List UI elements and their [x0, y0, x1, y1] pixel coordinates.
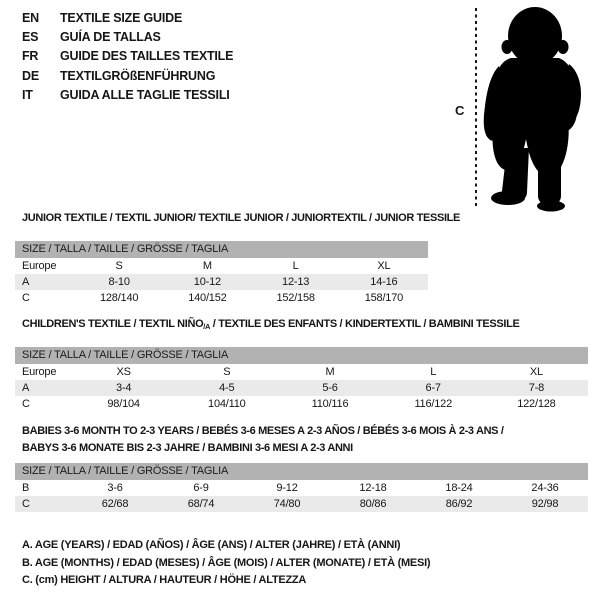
- size-header-bar: SIZE / TALLA / TAILLE / GRÖSSE / TAGLIA: [15, 347, 588, 364]
- language-code: IT: [22, 87, 33, 102]
- table-row: [15, 396, 588, 412]
- size-header-bar: SIZE / TALLA / TAILLE / GRÖSSE / TAGLIA: [15, 463, 588, 480]
- language-title: GUÍA DE TALLAS: [60, 30, 161, 45]
- row-label: Europe: [22, 366, 57, 378]
- height-cell: 122/128: [517, 398, 556, 410]
- babies-title-line1: BABIES 3-6 MONTH TO 2-3 YEARS / BEBÉS 3-6 MESES A 2-3 AÑOS / BÉBÉS 3-6 MOIS À 2-3 ANS /: [22, 425, 504, 437]
- age-cell: 9-12: [276, 482, 298, 494]
- height-cell: 68/74: [187, 498, 215, 510]
- height-cell: 86/92: [445, 498, 473, 510]
- height-measure-figure: [445, 0, 600, 215]
- table-row: [15, 496, 588, 512]
- age-cell: 12-13: [282, 276, 310, 288]
- height-cell: 74/80: [273, 498, 301, 510]
- language-row-en: [22, 9, 233, 28]
- row-label: A: [22, 382, 30, 394]
- babies-table-title: [22, 423, 504, 457]
- language-code: DE: [22, 68, 39, 83]
- children-title-prefix: CHILDREN'S TEXTILE / TEXTIL NIÑO: [22, 318, 204, 330]
- age-cell: 7-8: [528, 382, 545, 394]
- language-row-fr: [22, 47, 233, 66]
- height-cell: 62/68: [101, 498, 129, 510]
- language-row-es: [22, 28, 233, 47]
- measure-legend: [22, 537, 430, 590]
- size-cell: XS: [116, 366, 131, 378]
- language-code: ES: [22, 30, 39, 45]
- table-row: [15, 480, 588, 496]
- children-title-subscript: /A: [203, 322, 211, 331]
- junior-size-table: [15, 241, 428, 306]
- row-label: Europe: [22, 260, 57, 272]
- height-cell: 98/104: [107, 398, 140, 410]
- row-label: C: [22, 398, 30, 410]
- height-cell: 140/152: [188, 292, 227, 304]
- size-cell: L: [430, 366, 437, 378]
- height-cell: 80/86: [359, 498, 387, 510]
- row-label: C: [22, 292, 30, 304]
- children-table-title: [22, 318, 519, 331]
- table-row: [15, 380, 588, 396]
- age-cell: 14-16: [370, 276, 398, 288]
- language-code: FR: [22, 49, 39, 64]
- age-cell: 8-10: [108, 276, 130, 288]
- language-row-de: [22, 67, 233, 86]
- table-row: [15, 364, 588, 380]
- age-cell: 6-9: [193, 482, 209, 494]
- age-cell: 24-36: [531, 482, 559, 494]
- row-label: B: [22, 482, 30, 494]
- legend-line-c: C. (cm) HEIGHT / ALTURA / HAUTEUR / HÖHE / ALTEZZA: [22, 574, 307, 586]
- height-cell: 116/122: [414, 398, 452, 410]
- language-title: GUIDE DES TAILLES TEXTILE: [60, 49, 234, 64]
- height-measure-label: C: [455, 103, 465, 118]
- children-title-suffix: / TEXTILE DES ENFANTS / KINDERTEXTIL / BAMBINI TESSILE: [210, 318, 520, 330]
- legend-line-b: B. AGE (MONTHS) / EDAD (MESES) / ÂGE (MOIS) / ALTER (MONATE) / ETÀ (MESI): [22, 556, 431, 569]
- language-title-list: [22, 9, 233, 105]
- age-cell: 10-12: [193, 276, 221, 288]
- size-cell: M: [202, 260, 212, 272]
- age-cell: 18-24: [445, 482, 473, 494]
- language-title: GUIDA ALLE TAGLIE TESSILI: [60, 87, 230, 102]
- language-code: EN: [22, 11, 39, 25]
- junior-table-title: JUNIOR TEXTILE / TEXTIL JUNIOR/ TEXTILE JUNIOR / JUNIORTEXTIL / JUNIOR TESSILE: [22, 212, 461, 224]
- height-cell: 128/140: [99, 292, 139, 304]
- size-cell: S: [223, 366, 231, 378]
- age-cell: 3-6: [107, 482, 123, 494]
- age-cell: 5-6: [322, 382, 338, 394]
- babies-size-table: [15, 463, 588, 512]
- age-cell: 3-4: [115, 382, 132, 394]
- height-cell: 158/170: [364, 292, 404, 304]
- legend-line-a: A. AGE (YEARS) / EDAD (AÑOS) / ÂGE (ANS) / ALTER (JAHRE) / ETÀ (ANNI): [22, 539, 401, 551]
- age-cell: 6-7: [425, 382, 441, 394]
- row-label: A: [22, 276, 30, 288]
- language-title: TEXTILE SIZE GUIDE: [60, 11, 183, 25]
- size-cell: XL: [377, 260, 391, 272]
- table-row: [15, 290, 428, 306]
- children-size-table: [15, 347, 588, 412]
- size-cell: L: [292, 260, 299, 272]
- size-header-bar: SIZE / TALLA / TAILLE / GRÖSSE / TAGLIA: [15, 241, 428, 258]
- size-cell: M: [325, 366, 335, 378]
- size-cell: S: [115, 260, 123, 272]
- table-row: [15, 274, 428, 290]
- toddler-silhouette-icon: [445, 0, 600, 215]
- height-cell: 110/116: [311, 398, 349, 410]
- height-cell: 92/98: [531, 498, 559, 510]
- row-label: C: [22, 498, 30, 510]
- language-title: TEXTILGRÖßENFÜHRUNG: [60, 68, 216, 83]
- babies-title-line2: BABYS 3-6 MONATE BIS 2-3 JAHRE / BAMBINI 3-6 MESI A 2-3 ANNI: [22, 442, 353, 454]
- size-cell: XL: [529, 366, 543, 378]
- age-cell: 4-5: [219, 382, 235, 394]
- height-cell: 104/110: [208, 398, 246, 410]
- table-row: [15, 258, 428, 274]
- language-row-it: [22, 86, 233, 105]
- height-cell: 152/158: [276, 292, 315, 304]
- age-cell: 12-18: [359, 482, 387, 494]
